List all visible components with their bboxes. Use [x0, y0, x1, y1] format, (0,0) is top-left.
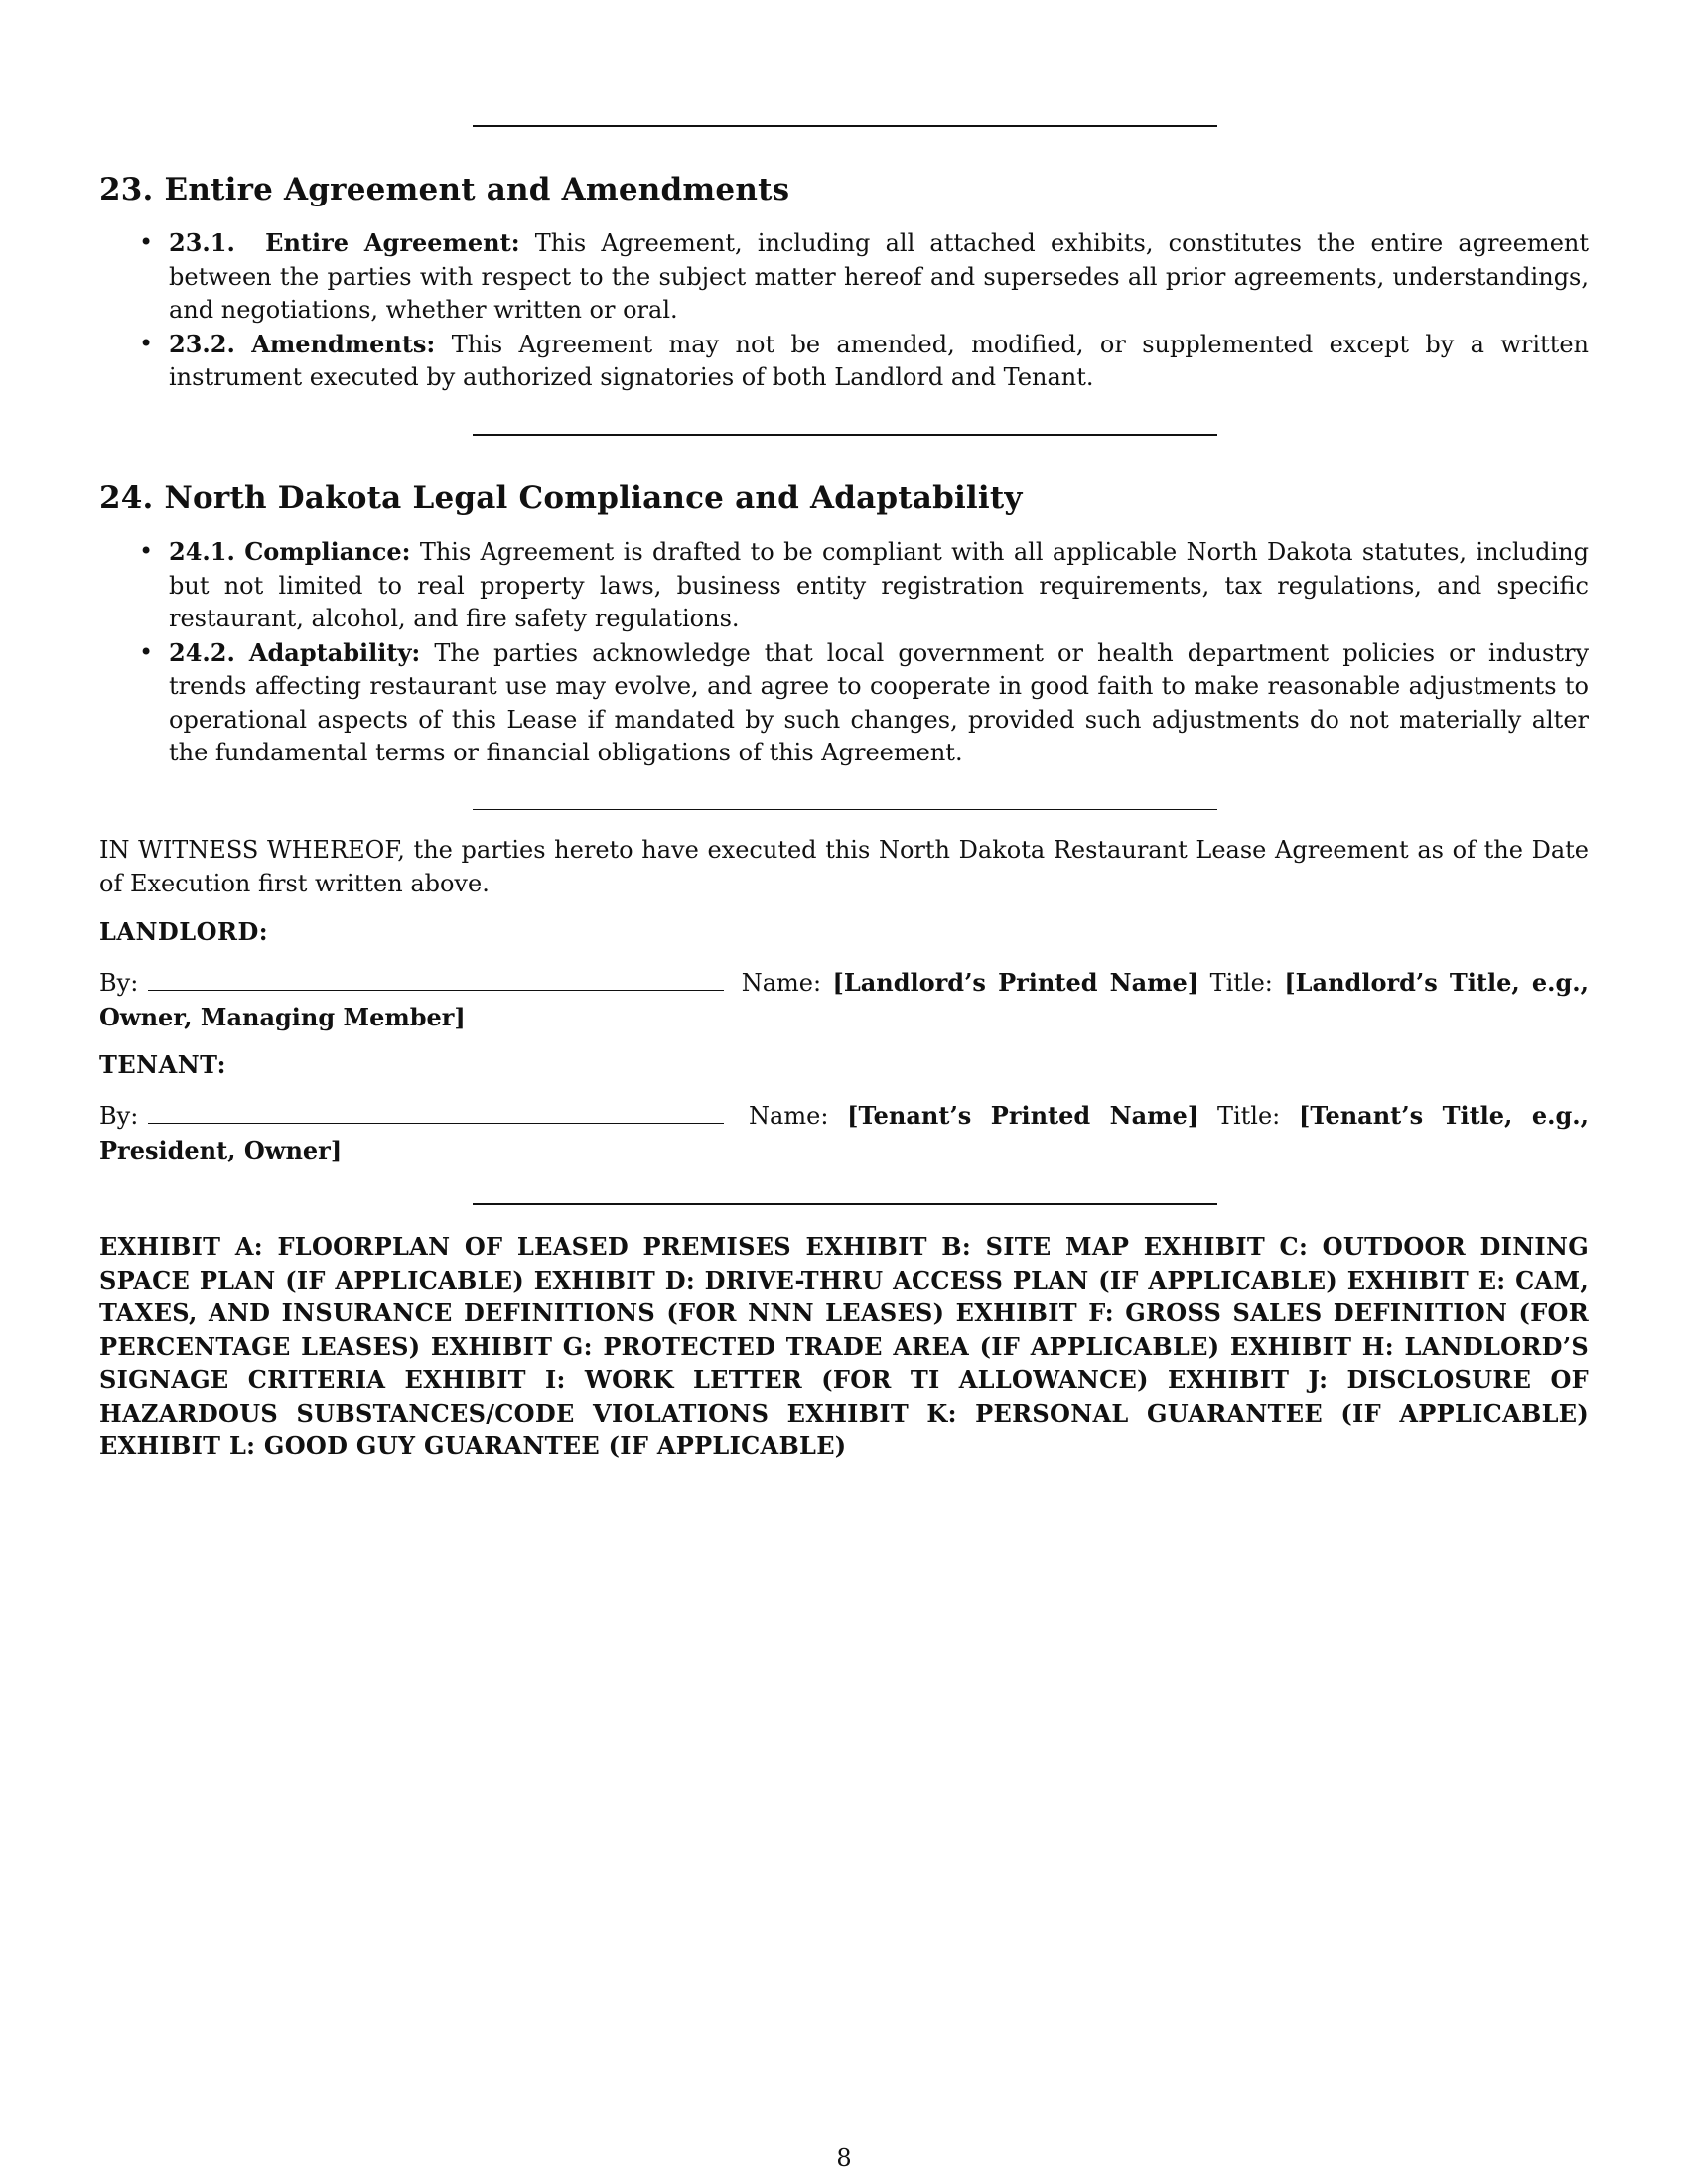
name-label: Name: — [741, 969, 822, 997]
clause-24-1 — [99, 535, 1589, 636]
clause-number: 23.2. — [169, 329, 235, 358]
by-label: By: — [99, 969, 139, 997]
tenant-signature-block — [99, 1099, 1589, 1167]
clause-23-2 — [99, 328, 1589, 395]
landlord-name-value: [Landlord’s Printed Name] — [832, 968, 1199, 997]
section-divider — [473, 125, 1217, 127]
witness-statement: IN WITNESS WHEREOF, the parties hereto have executed this North Dakota Restaurant Lease Agreement as of the Date of Execution first written above. — [99, 836, 1589, 897]
section-divider — [473, 809, 1217, 810]
clause-number: 24.1. — [169, 537, 235, 566]
clause-text: This Agreement is drafted to be compliant with all applicable North Dakota statutes, including but not limited to real property laws, business entity registration requirements, tax regulations, and specific restaurant, alcohol, and fire safety regulations. — [169, 538, 1589, 632]
title-label: Title: — [1216, 1102, 1281, 1130]
exhibit-list: EXHIBIT A: FLOORPLAN OF LEASED PREMISES EXHIBIT B: SITE MAP EXHIBIT C: OUTDOOR DINING SPACE PLAN (IF APPLICABLE) EXHIBIT D: DRIVE-THRU ACCESS PLAN (IF APPLICABLE) EXHIBIT E: CAM, TAXES, AND INSURANCE DEFINITIONS (FOR NNN LEASES) EXHIBIT F: GROSS SALES DEFINITION (FOR PERCENTAGE LEASES) EXHIBIT G: PROTECTED TRADE AREA (IF APPLICABLE) EXHIBIT H: LANDLORD’S SIGNAGE CRITERIA EXHIBIT I: WORK LETTER (FOR TI ALLOWANCE) EXHIBIT J: DISCLOSURE OF HAZARDOUS SUBSTANCES/CODE VIOLATIONS EXHIBIT K: PERSONAL GUARANTEE (IF APPLICABLE) EXHIBIT L: GOOD GUY GUARANTEE (IF APPLICABLE) — [99, 1232, 1589, 1460]
section-23-clauses — [99, 226, 1589, 395]
clause-text: The parties acknowledge that local government or health department policies or industry trends affecting restaurant use may evolve, and agree to cooperate in good faith to make reasonable adjustments to operational aspects of this Lease if mandated by such changes, provided such adjustments do not materially alter the fundamental terms or financial obligations of this Agreement. — [169, 638, 1590, 766]
section-24-clauses — [99, 535, 1589, 770]
tenant-signature-line[interactable] — [148, 1103, 724, 1124]
clause-number: 24.2. — [169, 637, 235, 667]
clause-24-2 — [99, 636, 1589, 770]
clause-label: Adaptability: — [248, 637, 421, 667]
tenant-title-value: [Tenant’s Title, e.g., President, Owner] — [99, 1101, 1590, 1164]
clause-label: Entire Agreement: — [265, 228, 520, 257]
landlord-heading: LANDLORD: — [99, 917, 269, 946]
name-label: Name: — [749, 1102, 829, 1130]
title-label: Title: — [1209, 969, 1273, 997]
landlord-signature-line[interactable] — [148, 970, 724, 991]
page-number: 8 — [836, 2144, 852, 2172]
tenant-heading: TENANT: — [99, 1050, 227, 1079]
section-heading-23: 23. Entire Agreement and Amendments — [99, 172, 790, 207]
clause-label: Compliance: — [244, 537, 411, 566]
clause-label: Amendments: — [251, 329, 436, 358]
clause-number: 23.1. — [169, 228, 235, 257]
section-divider — [473, 1203, 1217, 1205]
section-divider — [473, 434, 1217, 436]
by-label: By: — [99, 1102, 139, 1130]
clause-text: This Agreement, including all attached exhibits, constitutes the entire agreement between the parties with respect to the subject matter hereof and supersedes all prior agreements, understandings, and negotiations, whether written or oral. — [169, 229, 1589, 324]
landlord-signature-block — [99, 966, 1589, 1034]
clause-23-1 — [99, 226, 1589, 328]
section-heading-24: 24. North Dakota Legal Compliance and Adaptability — [99, 480, 1023, 516]
tenant-name-value: [Tenant’s Printed Name] — [847, 1101, 1199, 1130]
landlord-title-value: [Landlord’s Title, e.g., Owner, Managing Member] — [99, 968, 1589, 1031]
clause-text: This Agreement may not be amended, modified, or supplemented except by a written instrument executed by authorized signatories of both Landlord and Tenant. — [169, 330, 1589, 391]
